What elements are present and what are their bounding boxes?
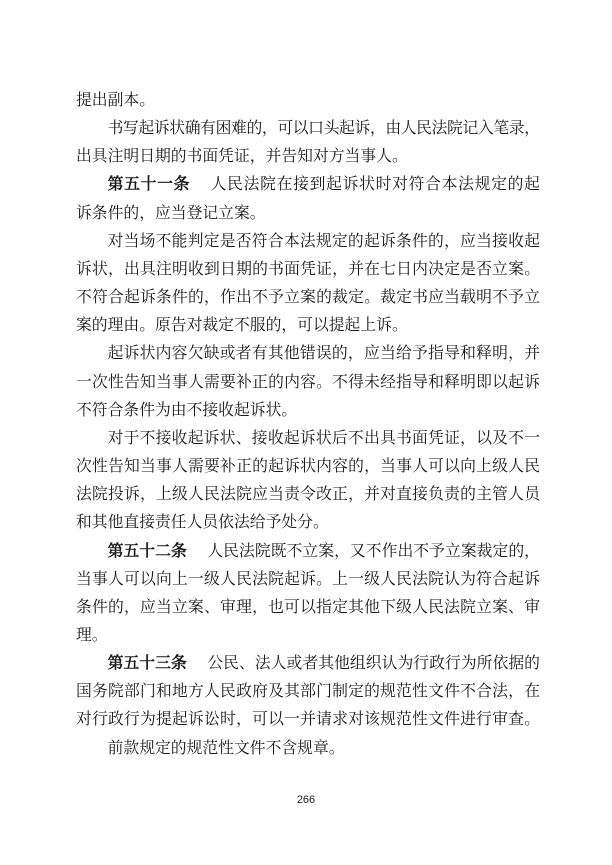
text-line	[76, 621, 540, 649]
article-paragraph	[76, 537, 540, 650]
text-line	[76, 255, 540, 283]
text-line	[76, 593, 540, 621]
paragraph	[76, 86, 540, 114]
text-line	[76, 283, 540, 311]
text-line	[76, 649, 540, 677]
text-line	[76, 677, 540, 705]
line-text: 国务院部门和地方人民政府及其部门制定的规范性文件不合法，在	[76, 681, 541, 701]
line-text	[108, 541, 540, 560]
line-text: 起诉状内容欠缺或者有其他错误的，应当给予指导和释明，并	[107, 343, 541, 363]
line-text: 诉状，出具注明收到日期的书面凭证，并在七日内决定是否立案。	[76, 258, 541, 278]
text-line	[76, 339, 540, 367]
text-line	[76, 227, 540, 255]
paragraph	[76, 424, 540, 537]
article-text: 公民、法人或者其他组织认为行政行为所依据的	[207, 653, 541, 673]
paragraph	[76, 339, 540, 423]
line-text: 案的理由。原告对裁定不服的，可以提起上诉。	[76, 315, 408, 335]
article-paragraph	[76, 649, 540, 733]
line-text: 对于不接收起诉状、接收起诉状后不出具书面凭证，以及不一	[107, 427, 541, 447]
text-line	[76, 734, 540, 762]
text-line	[76, 705, 540, 733]
text-line	[76, 114, 540, 142]
text-line	[76, 452, 540, 480]
line-text: 条件的，应当立案、审理，也可以指定其他下级人民法院立案、审	[76, 596, 541, 616]
text-line	[76, 537, 540, 565]
text-line	[76, 508, 540, 536]
line-text	[108, 653, 540, 672]
paragraph	[76, 227, 540, 340]
text-line	[76, 368, 540, 396]
body-text	[76, 86, 540, 762]
text-line	[76, 86, 540, 114]
line-text	[108, 174, 541, 193]
page-number: 266	[296, 794, 316, 806]
line-text: 不符合条件为由不接收起诉状。	[76, 399, 298, 419]
article-text: 人民法院在接到起诉状时对符合本法规定的起	[210, 174, 541, 194]
paragraph	[76, 734, 540, 762]
article-heading: 第五十三条	[107, 653, 187, 673]
text-line	[76, 565, 540, 593]
text-line	[76, 311, 540, 339]
text-line	[76, 170, 540, 198]
text-line	[76, 480, 540, 508]
line-text: 提出副本。	[76, 90, 155, 109]
line-text: 诉条件的，应当登记立案。	[76, 202, 266, 222]
paragraph	[76, 114, 540, 170]
line-text: 一次性告知当事人需要补正的内容。不得未经指导和释明即以起诉	[76, 371, 541, 391]
line-text: 对当场不能判定是否符合本法规定的起诉条件的，应当接收起	[107, 230, 541, 250]
line-text: 次性告知当事人需要补正的起诉状内容的，当事人可以向上级人民	[76, 456, 541, 476]
article-paragraph	[76, 170, 540, 226]
line-text: 法院投诉，上级人民法院应当责令改正，并对直接负责的主管人员	[76, 484, 541, 504]
text-line	[76, 424, 540, 452]
line-text: 当事人可以向上一级人民法院起诉。上一级人民法院认为符合起诉	[76, 568, 541, 588]
line-text: 前款规定的规范性文件不含规章。	[107, 737, 345, 757]
text-line	[76, 142, 540, 170]
line-text: 对行政行为提起诉讼时，可以一并请求对该规范性文件进行审查。	[76, 709, 541, 729]
line-text: 理。	[76, 624, 108, 644]
article-text: 人民法院既不立案，又不作出不予立案裁定的，	[207, 540, 541, 560]
line-text: 和其他直接责任人员依法给予处分。	[76, 512, 329, 532]
text-line	[76, 396, 540, 424]
line-text: 出具注明日期的书面凭证，并告知对方当事人。	[76, 146, 408, 166]
article-heading: 第五十二条	[107, 540, 187, 560]
line-text: 不符合起诉条件的，作出不予立案的裁定。裁定书应当载明不予立	[76, 287, 541, 307]
text-line	[76, 199, 540, 227]
line-text: 书写起诉状确有困难的，可以口头起诉，由人民法院记入笔录，	[107, 118, 540, 138]
article-heading: 第五十一条	[107, 174, 191, 194]
